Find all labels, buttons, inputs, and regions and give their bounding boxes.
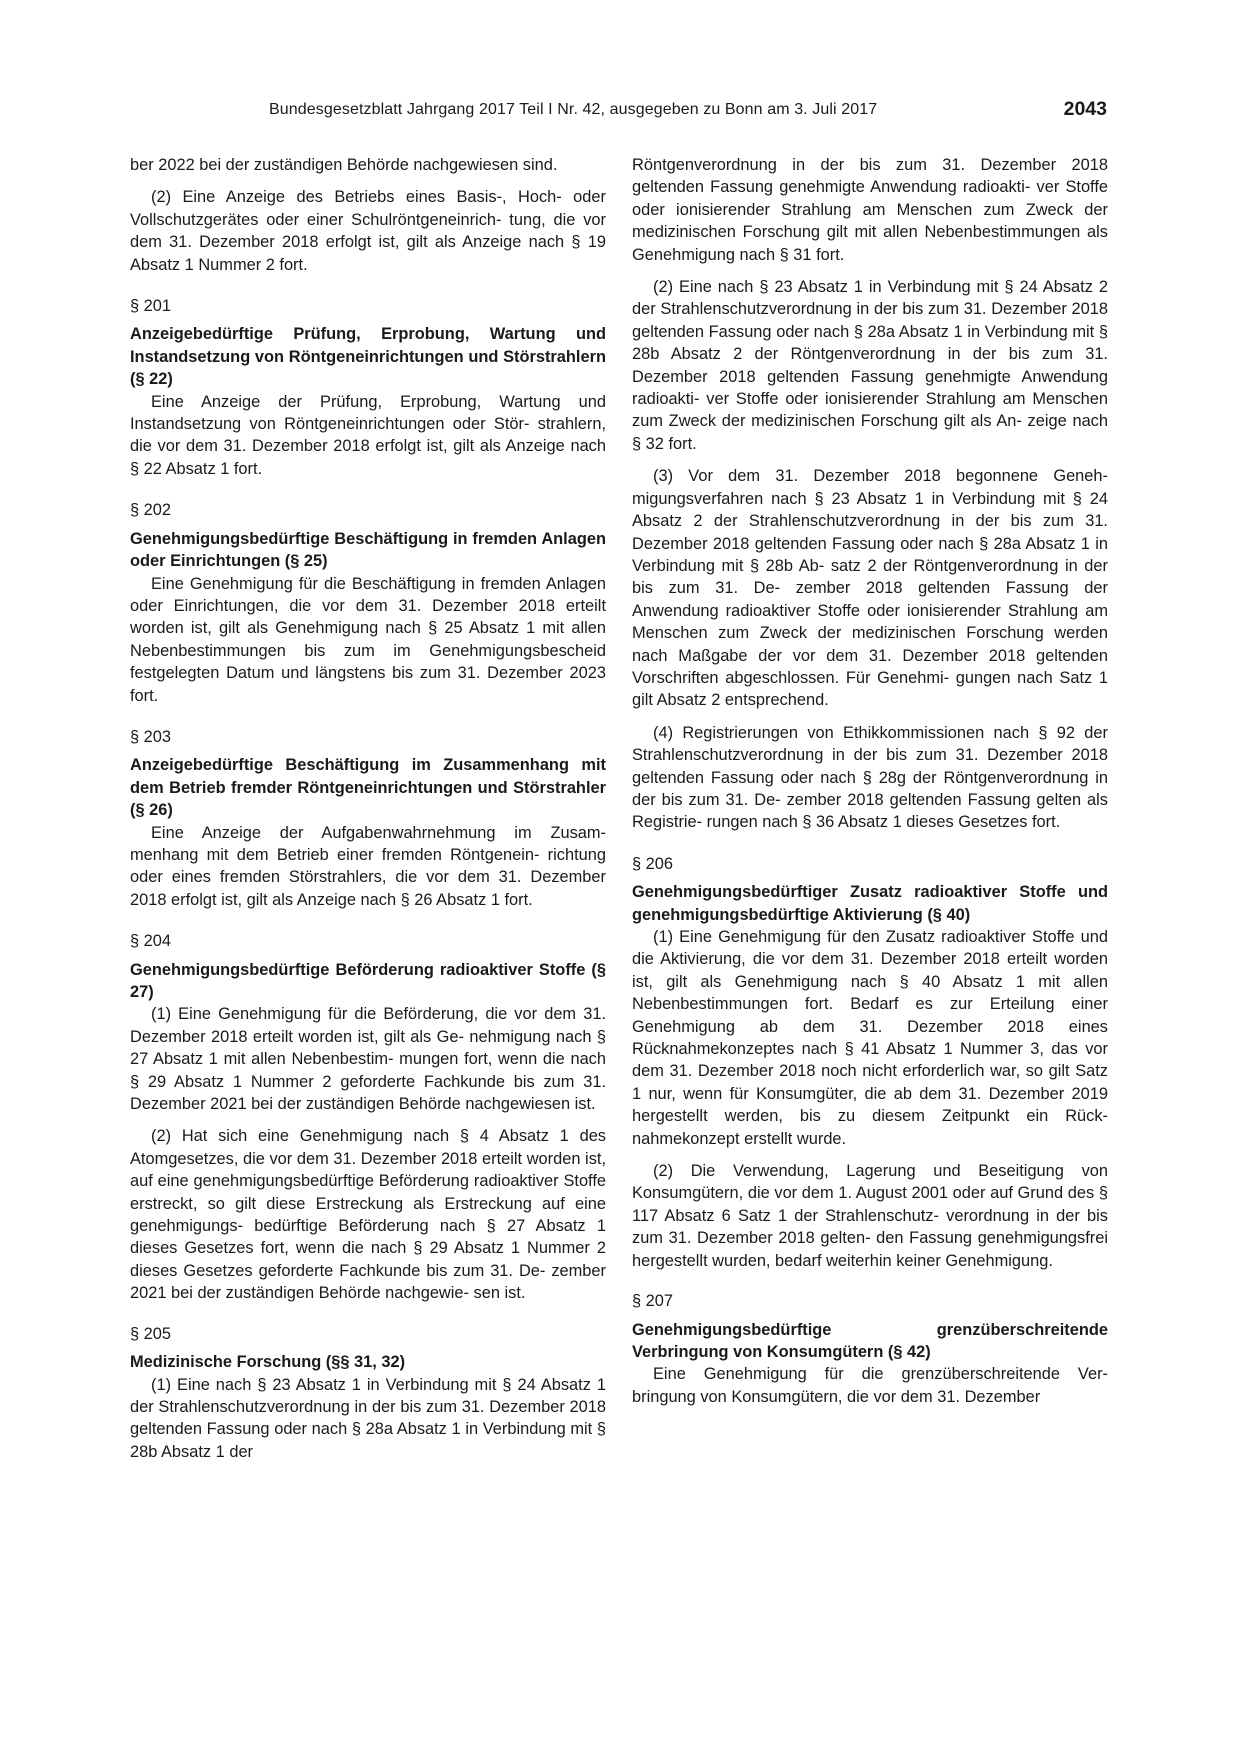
section-number: § 204 [130,932,172,951]
section-number: § 206 [632,854,674,873]
section-number: § 207 [632,1292,674,1311]
page-number: 2043 [1063,98,1107,120]
paragraph: Eine Anzeige der Aufgabenwahrnehmung im Zusam- menhang mit dem Betrieb einer fremden Röntgenein- richtung oder eines fremden Störstrahlers, die vor dem 31. Dezember 2018 erfolgt ist, gilt als Anzeige nach § 26 Absatz 1 fort. [130,823,606,909]
paragraph: (2) Eine Anzeige des Betriebs eines Basis-, Hoch- oder Vollschutzgerätes oder einer Schulröntgeneinrich- tung, die vor dem 31. Dezember 2018 erfolgt ist, gilt als Anzeige nach § 19 Absatz 1 Nummer 2 fort. [130,188,606,274]
paragraph: (1) Eine Genehmigung für den Zusatz radioaktiver Stoffe und die Aktivierung, die vor dem 31. Dezember 2018 erteilt worden ist, gilt als Genehmigung nach § 40 Absatz 1 mit allen Nebenbestimmungen fort. Bedarf es zur Erteilung einer Genehmigung ab dem 31. Dezember 2018 eines Rücknahmekonzeptes nach § 41 Absatz 1 Nummer 3, das vor dem 31. Dezember 2018 noch nicht erforderlich war, so gilt Satz 1 nur, wenn für Konsumgüter, die ab dem 31. Dezember 2019 hergestellt werden, bis zu diesem Zeitpunkt ein Rück- nahmekonzept erstellt wurde. [632,928,1108,1148]
paragraph: (4) Registrierungen von Ethikkommissionen nach § 92 der Strahlenschutzverordnung in der bis zum 31. Dezember 2018 geltenden Fassung oder nach § 28g der Röntgenverordnung in der bis zum 31. De- zember 2018 geltenden Fassung gelten als Registrie- rungen nach § 36 Absatz 1 dieses Gesetzes fort. [632,723,1108,832]
paragraph: (2) Hat sich eine Genehmigung nach § 4 Absatz 1 des Atomgesetzes, die vor dem 31. Dezember 2018 erteilt worden ist, auf eine genehmigungsbedürftige Beförderung radioaktiver Stoffe erstreckt, so gilt diese Erstreckung als Erstreckung auf eine genehmigungs- bedürftige Beförderung nach § 27 Absatz 1 dieses Gesetzes fort, wenn die nach § 29 Absatz 1 Nummer 2 dieses Gesetzes geforderte Fachkunde bis zum 31. De- zember 2021 bei der zuständigen Behörde nachgewie- sen ist. [130,1127,606,1303]
section-title: Anzeigebedürftige Prüfung, Erprobung, Wartung und Instandsetzung von Röntgeneinrichtungen und Störstrahlern (§ 22) [130,325,606,389]
section-number: § 201 [130,297,172,316]
right-column [632,154,1108,1408]
paragraph: ber 2022 bei der zuständigen Behörde nachgewiesen sind. [130,156,558,174]
page-header [132,98,1107,123]
left-column [130,154,606,1463]
paragraph: (2) Die Verwendung, Lagerung und Beseitigung von Konsumgütern, die vor dem 1. August 2001 oder auf Grund des § 117 Absatz 6 Satz 1 der Strahlenschutz- verordnung in der bis zum 31. Dezember 2018 gelten- den Fassung genehmigungsfrei hergestellt wurden, bedarf weiterhin keiner Genehmigung. [632,1162,1108,1270]
paragraph: Eine Genehmigung für die grenzüberschreitende Ver- bringung von Konsumgütern, die vor dem 31. Dezember [632,1365,1108,1406]
paragraph: (3) Vor dem 31. Dezember 2018 begonnene Geneh- migungsverfahren nach § 23 Absatz 1 in Verbindung mit § 24 Absatz 2 der Strahlenschutzverordnung in der bis zum 31. Dezember 2018 geltenden Fassung oder nach § 28a Absatz 1 in Verbindung mit § 28b Ab- satz 2 der Röntgenverordnung in der bis zum 31. De- zember 2018 geltenden Fassung der Anwendung radioaktiver Stoffe oder ionisierender Strahlung am Menschen zum Zweck der medizinischen Forschung werden nach Maßgabe der vor dem 31. Dezember 2018 geltenden Vorschriften abgeschlossen. Für Genehmi- gungen nach Satz 1 gilt Absatz 2 entsprechend. [632,467,1108,710]
paragraph: Röntgenverordnung in der bis zum 31. Dezember 2018 geltenden Fassung genehmigte Anwendung radioakti- ver Stoffe oder ionisierender Strahlung am Menschen zum Zweck der medizinischen Forschung gilt mit allen Nebenbestimmungen als Genehmigung nach § 31 fort. [632,156,1108,264]
paragraph: (1) Eine Genehmigung für die Beförderung, die vor dem 31. Dezember 2018 erteilt worden ist, gilt als Ge- nehmigung nach § 27 Absatz 1 mit allen Nebenbestim- mungen fort, wenn die nach § 29 Absatz 1 Nummer 2 geforderte Fachkunde bis zum 31. Dezember 2021 bei der zuständigen Behörde nachgewiesen ist. [130,1005,606,1114]
section-title: Genehmigungsbedürftige Beförderung radioaktiver Stoffe (§ 27) [130,960,606,1001]
running-head: Bundesgesetzblatt Jahrgang 2017 Teil I Nr. 42, ausgegeben zu Bonn am 3. Juli 2017 [269,101,878,118]
section-number: § 205 [130,1324,172,1343]
paragraph: Eine Genehmigung für die Beschäftigung in fremden Anlagen oder Einrichtungen, die vor dem 31. Dezember 2018 erteilt worden ist, gilt als Genehmigung nach § 25 Absatz 1 mit allen Nebenbestimmungen bis zum im Genehmigungsbescheid festgelegten Datum und längstens bis zum 31. Dezember 2023 fort. [130,574,606,705]
section-title: Genehmigungsbedürftiger Zusatz radioaktiver Stoffe und genehmigungsbedürftige Aktivierung (§ 40) [632,883,1108,924]
section-title: Anzeigebedürftige Beschäftigung im Zusammenhang mit dem Betrieb fremder Röntgeneinrichtungen und Störstrahler (§ 26) [130,756,606,820]
section-title: Genehmigungsbedürftige Beschäftigung in fremden Anlagen oder Einrichtungen (§ 25) [130,529,606,571]
section-title: Medizinische Forschung (§§ 31, 32) [130,1353,406,1372]
section-number: § 203 [130,727,172,746]
paragraph: (2) Eine nach § 23 Absatz 1 in Verbindung mit § 24 Absatz 2 der Strahlenschutzverordnung in der bis zum 31. Dezember 2018 geltenden Fassung oder nach § 28a Absatz 1 in Verbindung mit § 28b Absatz 2 der Röntgenverordnung in der bis zum 31. Dezember 2018 geltenden Fassung genehmigte Anwendung radioakti- ver Stoffe oder ionisierender Strahlung am Menschen zum Zweck der medizinischen Forschung gilt als An- zeige nach § 32 fort. [632,278,1108,453]
paragraph: (1) Eine nach § 23 Absatz 1 in Verbindung mit § 24 Absatz 1 der Strahlenschutzverordnung in der bis zum 31. Dezember 2018 geltenden Fassung oder nach § 28a Absatz 1 in Verbindung mit § 28b Absatz 1 der [130,1375,606,1461]
section-number: § 202 [130,501,172,520]
section-title: Genehmigungsbedürftige grenzüberschreitende Verbringung von Konsumgütern (§ 42) [632,1320,1108,1361]
paragraph: Eine Anzeige der Prüfung, Erprobung, Wartung und Instandsetzung von Röntgeneinrichtungen oder Stör- strahlern, die vor dem 31. Dezember 2018 erfolgt ist, gilt als Anzeige nach § 22 Absatz 1 fort. [130,392,606,478]
